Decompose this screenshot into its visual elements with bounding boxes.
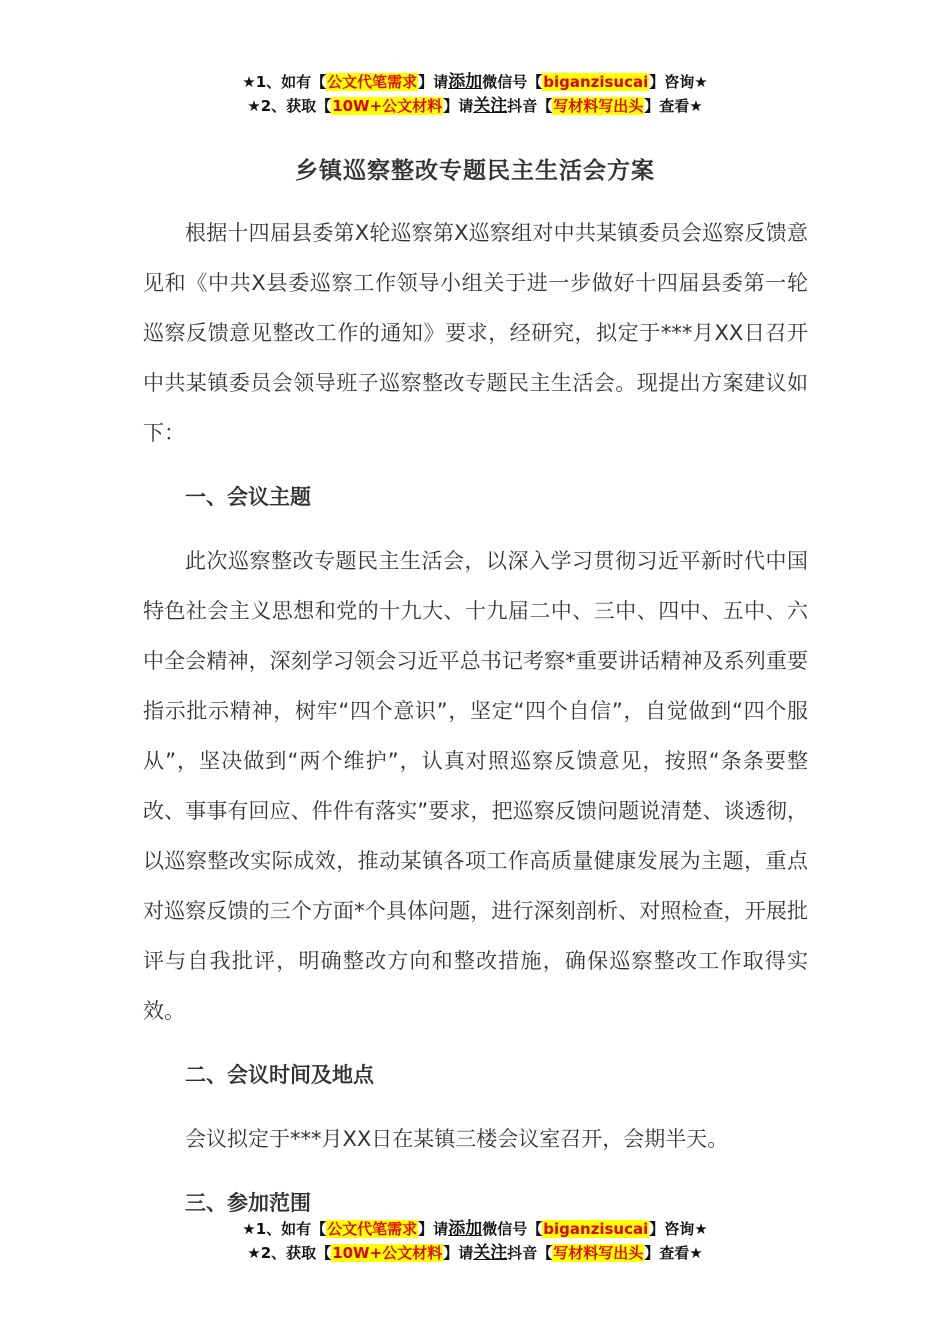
document-body bbox=[143, 208, 808, 1228]
promo-emphasis: 添加 bbox=[448, 72, 483, 92]
section-paragraph-2: 会议拟定于***月XX日在某镇三楼会议室召开，会期半天。 bbox=[185, 1127, 729, 1151]
douyin-account: 写材料写出头 bbox=[553, 97, 644, 115]
promo-text: ★1、如有【 bbox=[242, 73, 327, 91]
promo-line-2 bbox=[0, 94, 950, 118]
promo-line-1 bbox=[0, 1217, 950, 1241]
promo-text: 抖音【 bbox=[507, 1244, 553, 1262]
promo-text: 微信号【 bbox=[482, 73, 543, 91]
promo-highlight: 公文代笔需求 bbox=[327, 1220, 418, 1238]
douyin-account: 写材料写出头 bbox=[553, 1244, 644, 1262]
document-title: 乡镇巡察整改专题民主生活会方案 bbox=[295, 158, 655, 184]
promo-highlight: 10W+公文材料 bbox=[332, 1244, 443, 1262]
promo-text: 】请 bbox=[443, 1244, 474, 1262]
promo-text: 】查看★ bbox=[644, 1244, 703, 1262]
promo-emphasis: 关注 bbox=[473, 96, 508, 116]
promo-text: 微信号【 bbox=[482, 1220, 543, 1238]
section-heading-3: 三、参加范围 bbox=[185, 1191, 311, 1215]
promo-text: 】请 bbox=[418, 1220, 449, 1238]
wechat-id: biganzisucai bbox=[543, 1220, 649, 1238]
promo-banner-top bbox=[0, 70, 950, 118]
promo-emphasis: 添加 bbox=[448, 1219, 483, 1239]
promo-emphasis: 关注 bbox=[473, 1243, 508, 1263]
promo-text: 】请 bbox=[443, 97, 474, 115]
promo-highlight: 10W+公文材料 bbox=[332, 97, 443, 115]
promo-text: ★2、获取【 bbox=[247, 1244, 332, 1262]
promo-banner-bottom bbox=[0, 1217, 950, 1265]
promo-text: 】咨询★ bbox=[649, 1220, 708, 1238]
promo-text: 】查看★ bbox=[644, 97, 703, 115]
section-paragraph-1: 此次巡察整改专题民主生活会，以深入学习贯彻习近平新时代中国特色社会主义思想和党的十九大、十九届二中、三中、四中、五中、六中全会精神，深刻学习领会习近平总书记考察*重要讲话精神及系列重要指示批示精神，树牢“四个意识”，坚定“四个自信”，自觉做到“四个服从”，坚决做到“两个维护”，认真对照巡察反馈意见，按照“条条要整改、事事有回应、件件有落实”要求，把巡察反馈问题说清楚、谈透彻，以巡察整改实际成效，推动某镇各项工作高质量健康发展为主题，重点对巡察反馈的三个方面*个具体问题，进行深刻剖析、对照检查，开展批评与自我批评，明确整改方向和整改措施，确保巡察整改工作取得实效。 bbox=[143, 549, 808, 1023]
promo-text: 】咨询★ bbox=[649, 73, 708, 91]
promo-highlight: 公文代笔需求 bbox=[327, 73, 418, 91]
section-heading-1: 一、会议主题 bbox=[185, 485, 311, 509]
promo-text: ★2、获取【 bbox=[247, 97, 332, 115]
wechat-id: biganzisucai bbox=[543, 73, 649, 91]
promo-line-1 bbox=[0, 70, 950, 94]
promo-text: 抖音【 bbox=[507, 97, 553, 115]
promo-line-2 bbox=[0, 1241, 950, 1265]
promo-text: 】请 bbox=[418, 73, 449, 91]
promo-text: ★1、如有【 bbox=[242, 1220, 327, 1238]
intro-paragraph: 根据十四届县委第X轮巡察第X巡察组对中共某镇委员会巡察反馈意见和《中共X县委巡察工作领导小组关于进一步做好十四届县委第一轮巡察反馈意见整改工作的通知》要求，经研究，拟定于***月XX日召开中共某镇委员会领导班子巡察整改专题民主生活会。现提出方案建议如下： bbox=[143, 221, 808, 445]
section-heading-2: 二、会议时间及地点 bbox=[185, 1063, 374, 1087]
